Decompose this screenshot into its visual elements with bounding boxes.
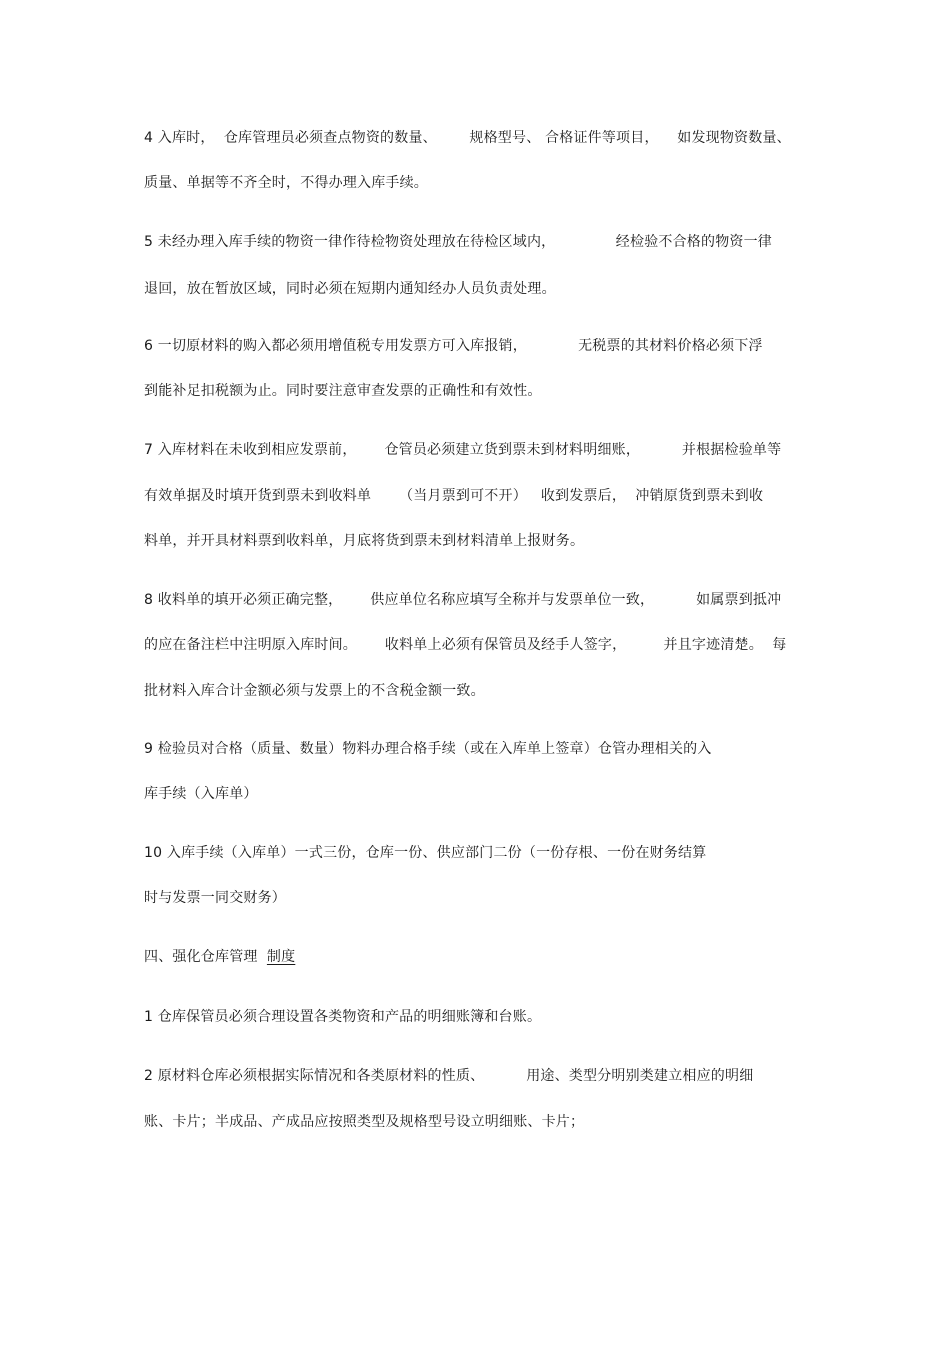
paragraph-6-line-1: 6 一切原材料的购入都必须用增值税专用发票方可入库报销， 无税票的其材料价格必须下浮 (144, 338, 763, 354)
paragraph-8-line-2: 的应在备注栏中注明原入库时间。 收料单上必须有保管员及经手人签字， 并且字迹清楚。 每 (144, 637, 787, 653)
paragraph-4-line-1: 4 入库时， 仓库管理员必须查点物资的数量、 规格型号、 合格证件等项目， 如发现物资数量、 (144, 130, 791, 146)
paragraph-7-line-3: 料单，并开具材料票到收料单，月底将货到票未到材料清单上报财务。 (144, 533, 585, 549)
section4-item-2-line-1: 2 原材料仓库必须根据实际情况和各类原材料的性质、 用途、类型分明别类建立相应的明细 (144, 1068, 754, 1084)
paragraph-4-line-2: 质量、单据等不齐全时，不得办理入库手续。 (144, 175, 428, 191)
paragraph-10-line-1: 10 入库手续（入库单）一式三份，仓库一份、供应部门二份（一份存根、一份在财务结算 (144, 845, 707, 861)
section-heading (144, 947, 295, 967)
paragraph-5-line-1: 5 未经办理入库手续的物资一律作待检物资处理放在待检区域内， 经检验不合格的物资一律 (144, 234, 773, 250)
paragraph-7-line-2: 有效单据及时填开货到票未到收料单 （当月票到可不开） 收到发票后， 冲销原货到票未到收 (144, 488, 764, 504)
paragraph-5-line-2: 退回，放在暂放区域，同时必须在短期内通知经办人员负责处理。 (144, 281, 556, 297)
paragraph-9-line-1: 9 检验员对合格（质量、数量）物料办理合格手续（或在入库单上签章）仓管办理相关的入 (144, 741, 712, 757)
paragraph-10-line-2: 时与发票一同交财务） (144, 890, 286, 906)
section-heading-prefix: 四、强化仓库管理 (144, 949, 267, 965)
paragraph-9-line-2: 库手续（入库单） (144, 786, 258, 802)
section4-item-2-line-2: 账、卡片；半成品、产成品应按照类型及规格型号设立明细账、卡片； (144, 1114, 585, 1130)
paragraph-7-line-1: 7 入库材料在未收到相应发票前， 仓管员必须建立货到票未到材料明细账， 并根据检验单等 (144, 442, 782, 458)
paragraph-8-line-1: 8 收料单的填开必须正确完整， 供应单位名称应填写全称并与发票单位一致， 如属票到抵冲 (144, 592, 782, 608)
section4-item-1-line-1: 1 仓库保管员必须合理设置各类物资和产品的明细账簿和台账。 (144, 1009, 542, 1025)
paragraph-6-line-2: 到能补足扣税额为止。同时要注意审查发票的正确性和有效性。 (144, 383, 542, 399)
paragraph-8-line-3: 批材料入库合计金额必须与发票上的不含税金额一致。 (144, 683, 485, 699)
section-heading-underlined: 制度 (266, 949, 296, 965)
